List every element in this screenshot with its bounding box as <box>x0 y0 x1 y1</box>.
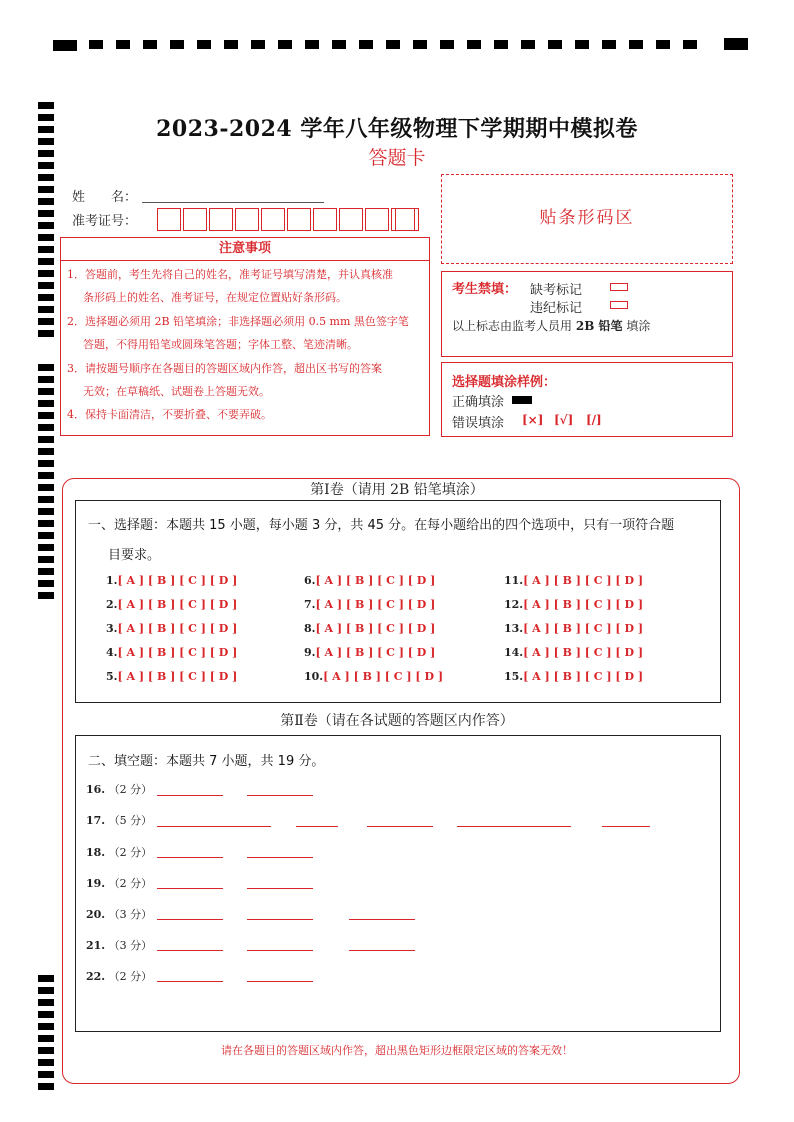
timing-mark <box>38 246 54 253</box>
timing-mark <box>38 294 54 301</box>
forbidden-label: 考生禁填： <box>452 282 518 297</box>
timing-mark <box>38 1059 54 1066</box>
timing-mark <box>38 222 54 229</box>
notice-item: 条形码上的姓名、准考证号，在规定位置贴好条形码。 <box>83 291 347 304</box>
footer-warning: 请在各题目的答题区域内作答，超出黑色矩形边框限定区域的答案无效！ <box>221 1044 573 1057</box>
choice-question[interactable]: 10.[ A ] [ B ] [ C ] [ D ] <box>304 670 444 683</box>
correct-fill-label: 正确填涂 <box>452 395 505 410</box>
answer-blank[interactable] <box>157 795 223 796</box>
timing-mark <box>38 258 54 265</box>
choice-question[interactable]: 3.[ A ] [ B ] [ C ] [ D ] <box>106 622 238 635</box>
answer-blank[interactable] <box>367 826 433 827</box>
answer-blank[interactable] <box>157 826 271 827</box>
fill-row: 19. （2 分） <box>86 877 153 890</box>
timing-mark <box>38 592 54 599</box>
wrong-mark-slash: [/] <box>586 413 602 427</box>
answer-blank[interactable] <box>247 981 313 982</box>
choice-question[interactable]: 8.[ A ] [ B ] [ C ] [ D ] <box>304 622 436 635</box>
answer-blank[interactable] <box>349 919 415 920</box>
timing-mark <box>38 1071 54 1078</box>
timing-mark <box>38 436 54 443</box>
timing-mark <box>38 448 54 455</box>
timing-mark <box>38 520 54 527</box>
timing-mark <box>38 1035 54 1042</box>
timing-mark <box>38 376 54 383</box>
answer-blank[interactable] <box>157 888 223 889</box>
timing-mark <box>38 388 54 395</box>
answer-blank[interactable] <box>247 950 313 951</box>
timing-mark <box>38 975 54 982</box>
timing-mark <box>38 210 54 217</box>
answer-blank[interactable] <box>157 950 223 951</box>
answer-blank[interactable] <box>457 826 571 827</box>
timing-mark <box>38 472 54 479</box>
timing-mark <box>38 102 54 109</box>
choice-instruction-cont: 目要求。 <box>108 548 161 563</box>
fill-section <box>75 735 721 1032</box>
fill-instruction: 二、填空题：本题共 7 小题，共 19 分。 <box>88 754 325 769</box>
barcode-area: 贴条形码区 <box>441 174 733 264</box>
timing-mark <box>38 174 54 181</box>
choice-section <box>75 500 721 703</box>
answer-blank[interactable] <box>296 826 338 827</box>
timing-mark <box>38 198 54 205</box>
timing-mark <box>38 270 54 277</box>
page-subtitle: 答题卡 <box>368 147 426 169</box>
answer-blank[interactable] <box>247 857 313 858</box>
wrong-fill-label: 错误填涂 <box>452 416 505 431</box>
answer-blank[interactable] <box>247 919 313 920</box>
choice-question[interactable]: 11.[ A ] [ B ] [ C ] [ D ] <box>504 574 644 587</box>
page-title: 2023-2024 学年八年级物理下学期期中模拟卷 <box>156 116 638 142</box>
timing-mark <box>38 1011 54 1018</box>
name-field[interactable] <box>142 202 324 203</box>
fill-row: 16. （2 分） <box>86 783 153 796</box>
choice-question[interactable]: 9.[ A ] [ B ] [ C ] [ D ] <box>304 646 436 659</box>
timing-mark <box>38 580 54 587</box>
timing-mark <box>38 1023 54 1030</box>
absent-mark-box[interactable] <box>610 283 628 291</box>
timing-mark <box>38 424 54 431</box>
timing-mark <box>38 318 54 325</box>
notice-item: 2．选择题必须用 2B 铅笔填涂；非选择题必须用 0.5 mm 黑色签字笔 <box>67 315 409 328</box>
answer-blank[interactable] <box>157 919 223 920</box>
choice-question[interactable]: 2.[ A ] [ B ] [ C ] [ D ] <box>106 598 238 611</box>
timing-mark <box>38 1083 54 1090</box>
wrong-mark-x: [×] <box>522 413 544 427</box>
forbidden-note: 以上标志由监考人员用 2B 铅笔 填涂 <box>452 319 651 333</box>
notice-item: 无效；在草稿纸、试题卷上答题无效。 <box>83 385 270 398</box>
timing-mark <box>38 460 54 467</box>
timing-mark <box>38 568 54 575</box>
choice-question[interactable]: 4.[ A ] [ B ] [ C ] [ D ] <box>106 646 238 659</box>
volume-2-heading: 第Ⅱ卷（请在各试题的答题区内作答） <box>0 710 794 730</box>
sample-title: 选择题填涂样例： <box>452 375 557 390</box>
answer-blank[interactable] <box>247 795 313 796</box>
answer-blank[interactable] <box>349 950 415 951</box>
fill-row: 17. （5 分） <box>86 814 153 827</box>
fill-sample-panel <box>441 362 733 437</box>
timing-mark <box>38 234 54 241</box>
timing-mark <box>38 282 54 289</box>
answer-blank[interactable] <box>157 857 223 858</box>
fill-row: 20. （3 分） <box>86 908 153 921</box>
fill-row: 18. （2 分） <box>86 846 153 859</box>
notice-item: 答题，不得用铅笔或圆珠笔答题；字体工整、笔迹清晰。 <box>83 338 358 351</box>
id-label: 准考证号： <box>72 214 138 229</box>
timing-mark <box>38 544 54 551</box>
wrong-mark-check: [√] <box>554 413 574 427</box>
timing-mark <box>38 330 54 337</box>
notice-heading: 注意事项 <box>61 238 429 261</box>
timing-mark <box>38 306 54 313</box>
absent-label: 缺考标记 <box>530 283 583 298</box>
answer-blank[interactable] <box>247 888 313 889</box>
timing-mark <box>38 508 54 515</box>
choice-question[interactable]: 6.[ A ] [ B ] [ C ] [ D ] <box>304 574 436 587</box>
timing-mark <box>38 999 54 1006</box>
fill-row: 22. （2 分） <box>86 970 153 983</box>
choice-question[interactable]: 15.[ A ] [ B ] [ C ] [ D ] <box>504 670 644 683</box>
forbidden-panel <box>441 271 733 357</box>
choice-question[interactable]: 1.[ A ] [ B ] [ C ] [ D ] <box>106 574 238 587</box>
notice-item: 3．请按题号顺序在各题目的答题区域内作答，超出区书写的答案 <box>67 362 382 375</box>
correct-fill-mark <box>512 396 532 404</box>
timing-mark <box>38 532 54 539</box>
volume-1-heading: 第Ⅰ卷（请用 2B 铅笔填涂） <box>0 479 794 499</box>
notice-panel <box>60 237 430 436</box>
choice-question[interactable]: 14.[ A ] [ B ] [ C ] [ D ] <box>504 646 644 659</box>
choice-question[interactable]: 7.[ A ] [ B ] [ C ] [ D ] <box>304 598 436 611</box>
choice-question[interactable]: 5.[ A ] [ B ] [ C ] [ D ] <box>106 670 238 683</box>
choice-instruction: 一、选择题：本题共 15 小题，每小题 3 分，共 45 分。在每小题给出的四个选项中，只有一项符合题 <box>88 518 675 533</box>
timing-mark <box>38 987 54 994</box>
answer-blank[interactable] <box>602 826 650 827</box>
notice-item: 4．保持卡面清洁，不要折叠、不要弄破。 <box>67 408 272 421</box>
timing-mark <box>38 556 54 563</box>
choice-question[interactable]: 12.[ A ] [ B ] [ C ] [ D ] <box>504 598 644 611</box>
choice-question[interactable]: 13.[ A ] [ B ] [ C ] [ D ] <box>504 622 644 635</box>
timing-mark <box>38 400 54 407</box>
timing-mark <box>38 364 54 371</box>
timing-mark <box>38 412 54 419</box>
notice-item: 1．答题前，考生先将自己的姓名，准考证号填写清楚，并认真核准 <box>67 268 393 281</box>
violation-mark-box[interactable] <box>610 301 628 309</box>
fill-row: 21. （3 分） <box>86 939 153 952</box>
violation-label: 违纪标记 <box>530 301 583 316</box>
timing-mark <box>38 186 54 193</box>
answer-blank[interactable] <box>157 981 223 982</box>
name-label: 姓 名： <box>72 190 138 205</box>
